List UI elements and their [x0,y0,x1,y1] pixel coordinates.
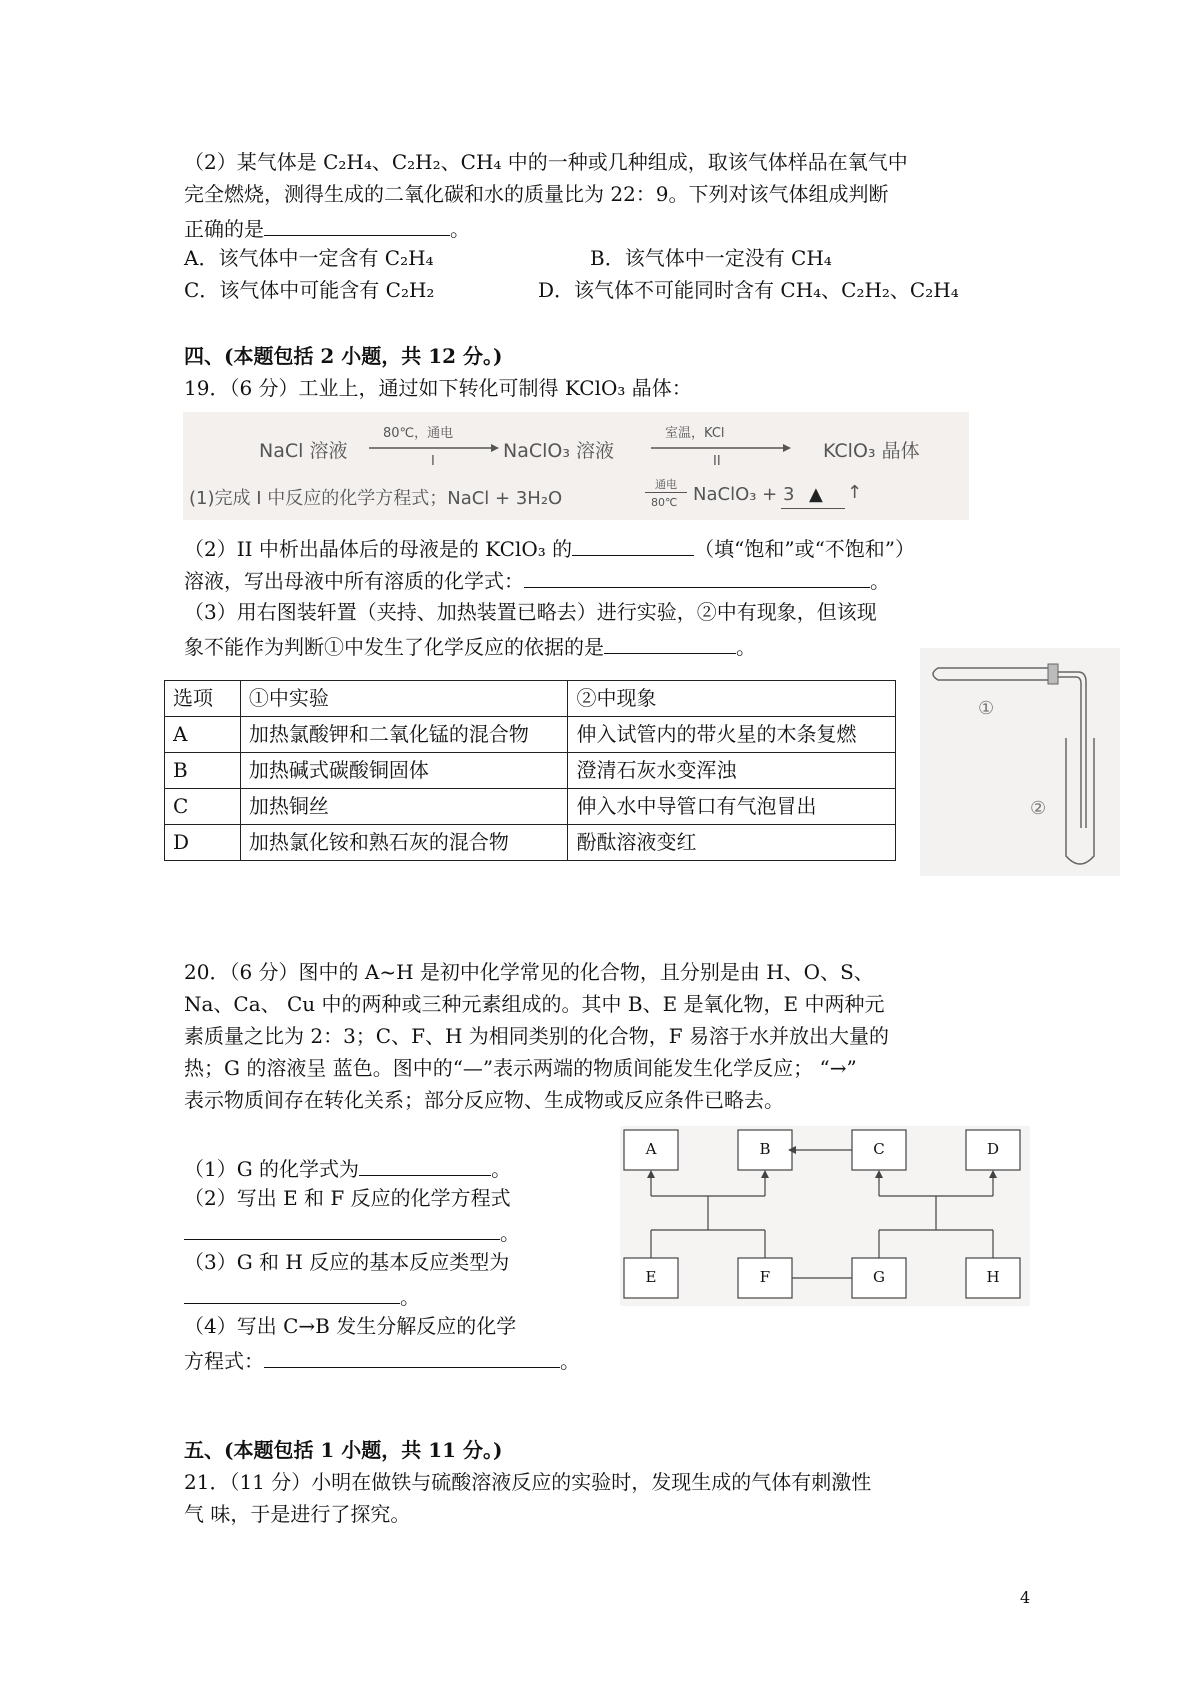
q20-line1: 20．（6 分）图中的 A~H 是初中化学常见的化合物，且分别是由 H、O、S、 [184,960,874,984]
table-row [165,789,896,825]
q19-p3-line1: （3）用右图装轩置（夹持、加热装置已略去）进行实验，②中有现象，但该现 [184,600,877,624]
option-d: D．该气体不可能同时含有 CH₄、C₂H₂、C₂H₄ [538,278,959,302]
period: 。 [450,217,470,241]
answer-blank[interactable] [781,508,845,509]
table-row [165,825,896,861]
table-cell: 伸入水中导管口有气泡冒出 [568,789,896,825]
q20-p1 [184,1154,511,1181]
test-tube-icon [920,648,1120,876]
answer-blank[interactable] [572,534,694,556]
period: 。 [500,1221,520,1245]
q20-line3: 素质量之比为 2：3；C、F、H 为相同类别的化合物，F 易溶于水并放出大量的 [184,1024,890,1048]
q19-p3-line2 [184,632,756,659]
q20-p4-answer-line [184,1346,580,1373]
part1-cond-bottom: 80℃ [651,496,678,509]
period: 。 [560,1349,580,1373]
option-c: C．该气体中可能含有 C₂H₂ [184,278,435,302]
q19-intro: 19．（6 分）工业上，通过如下转化可制得 KClO₃ 晶体： [184,376,692,400]
part1-equation: (1)完成 I 中反应的化学方程式；NaCl + 3H₂O [189,488,563,509]
answer-blank[interactable] [359,1154,491,1176]
table-cell: C [165,789,241,825]
q20-p4-text: 方程式： [184,1349,264,1373]
table-cell: A [165,717,241,753]
gas-arrow-icon: ↑ [847,482,863,503]
q19-p2-line1 [184,534,915,561]
experiment-table [164,680,896,861]
equals-bar [645,492,687,493]
scheme-cond1-top: 80℃，通电 [383,426,454,441]
relationship-diagram [620,1126,1030,1306]
table-row [165,753,896,789]
q20-line5: 表示物质间存在转化关系；部分反应物、生成物或反应条件已略去。 [184,1088,784,1112]
answer-blank[interactable] [604,632,736,654]
q21-line1: 21．（11 分）小明在做铁与硫酸溶液反应的实验时，发现生成的气体有刺激性 [184,1470,872,1494]
table-header: ②中现象 [568,681,896,717]
node-label: H [986,1268,1000,1286]
scheme-start: NaCl 溶液 [259,440,348,462]
q18-2-line3 [184,214,470,241]
table-header: 选项 [165,681,241,717]
node-label: D [986,1140,1000,1158]
q18-2-line1: （2）某气体是 C₂H₄、C₂H₂、CH₄ 中的一种或几种组成，取该气体样品在氧气中 [184,150,908,174]
q20-line4: 热；G 的溶液呈 蓝色。图中的“—”表示两端的物质间能发生化学反应； “→” [184,1056,857,1080]
answer-blank[interactable] [524,566,870,588]
table-header: ①中实验 [240,681,568,717]
apparatus-figure [920,648,1120,876]
q19-p2-line2 [184,566,890,593]
table-cell: 加热铜丝 [240,789,568,825]
node-label: A [645,1140,657,1158]
q18-2-line2: 完全燃烧，测得生成的二氧化碳和水的质量比为 22：9。下列对该气体组成判断 [184,182,889,206]
q20-p2-answer-line [184,1218,520,1245]
label-2: ② [1030,798,1047,819]
answer-blank[interactable] [184,1282,400,1304]
arrow-icon [651,442,791,454]
table-header-row [165,681,896,717]
table-row [165,717,896,753]
q21-line2: 气 味，于是进行了探究。 [184,1502,411,1526]
arrow-icon [369,442,499,454]
reaction-scheme [183,412,969,520]
period: 。 [736,635,756,659]
q20-p3: （3）G 和 H 反应的基本反应类型为 [184,1250,510,1274]
period: 。 [491,1157,512,1181]
scheme-cond2-bottom: II [713,454,721,469]
q19-p3-text: 象不能作为判断①中发生了化学反应的依据的是 [184,635,604,659]
q20-p2: （2）写出 E 和 F 反应的化学方程式 [184,1186,511,1210]
option-a: A．该气体中一定含有 C₂H₄ [184,246,434,270]
section-5-heading: 五、(本题包括 1 小题，共 11 分。) [184,1438,503,1462]
part1-products: NaClO₃ + 3 [693,484,795,505]
scheme-middle: NaClO₃ 溶液 [503,440,615,462]
node-label: G [873,1268,885,1286]
answer-blank[interactable] [184,1218,500,1240]
table-cell: D [165,825,241,861]
label-1: ① [978,698,995,719]
q20-p4: （4）写出 C→B 发生分解反应的化学 [184,1314,517,1338]
q19-p2-hint: （填“饱和”或“不饱和”） [694,537,916,561]
node-label: E [645,1268,657,1286]
table-cell: 澄清石灰水变浑浊 [568,753,896,789]
part1-cond-top: 通电 [655,478,677,491]
scheme-cond1-bottom: I [431,454,435,469]
q20-line2: Na、Ca、 Cu 中的两种或三种元素组成的。其中 B、E 是氧化物，E 中两种元 [184,992,885,1016]
page-number: 4 [1020,1588,1031,1607]
q18-2-stem-end: 正确的是 [184,217,264,241]
section-4-heading: 四、(本题包括 2 小题，共 12 分。) [184,344,503,368]
table-cell: 加热碱式碳酸铜固体 [240,753,568,789]
triangle-marker-icon: ▲ [809,484,823,505]
answer-blank[interactable] [264,214,450,236]
q19-p2-text: （2）II 中析出晶体后的母液是的 KClO₃ 的 [184,537,573,561]
answer-blank[interactable] [264,1346,560,1368]
period: 。 [870,569,890,593]
table-cell: 伸入试管内的带火星的木条复燃 [568,717,896,753]
node-label: B [759,1140,771,1158]
table-cell: 酚酞溶液变红 [568,825,896,861]
table-cell: 加热氯酸钾和二氧化锰的混合物 [240,717,568,753]
q20-p1-text: （1）G 的化学式为 [184,1157,360,1181]
period: 。 [400,1285,420,1309]
node-label: C [873,1140,885,1158]
table-cell: 加热氯化铵和熟石灰的混合物 [240,825,568,861]
scheme-cond2-top: 室温，KCl [665,426,725,441]
option-b: B．该气体中一定没有 CH₄ [590,246,832,270]
q19-p2-text2: 溶液，写出母液中所有溶质的化学式： [184,569,524,593]
node-label: F [759,1268,771,1286]
table-cell: B [165,753,241,789]
scheme-end: KClO₃ 晶体 [823,440,920,462]
q20-p3-answer-line [184,1282,420,1309]
